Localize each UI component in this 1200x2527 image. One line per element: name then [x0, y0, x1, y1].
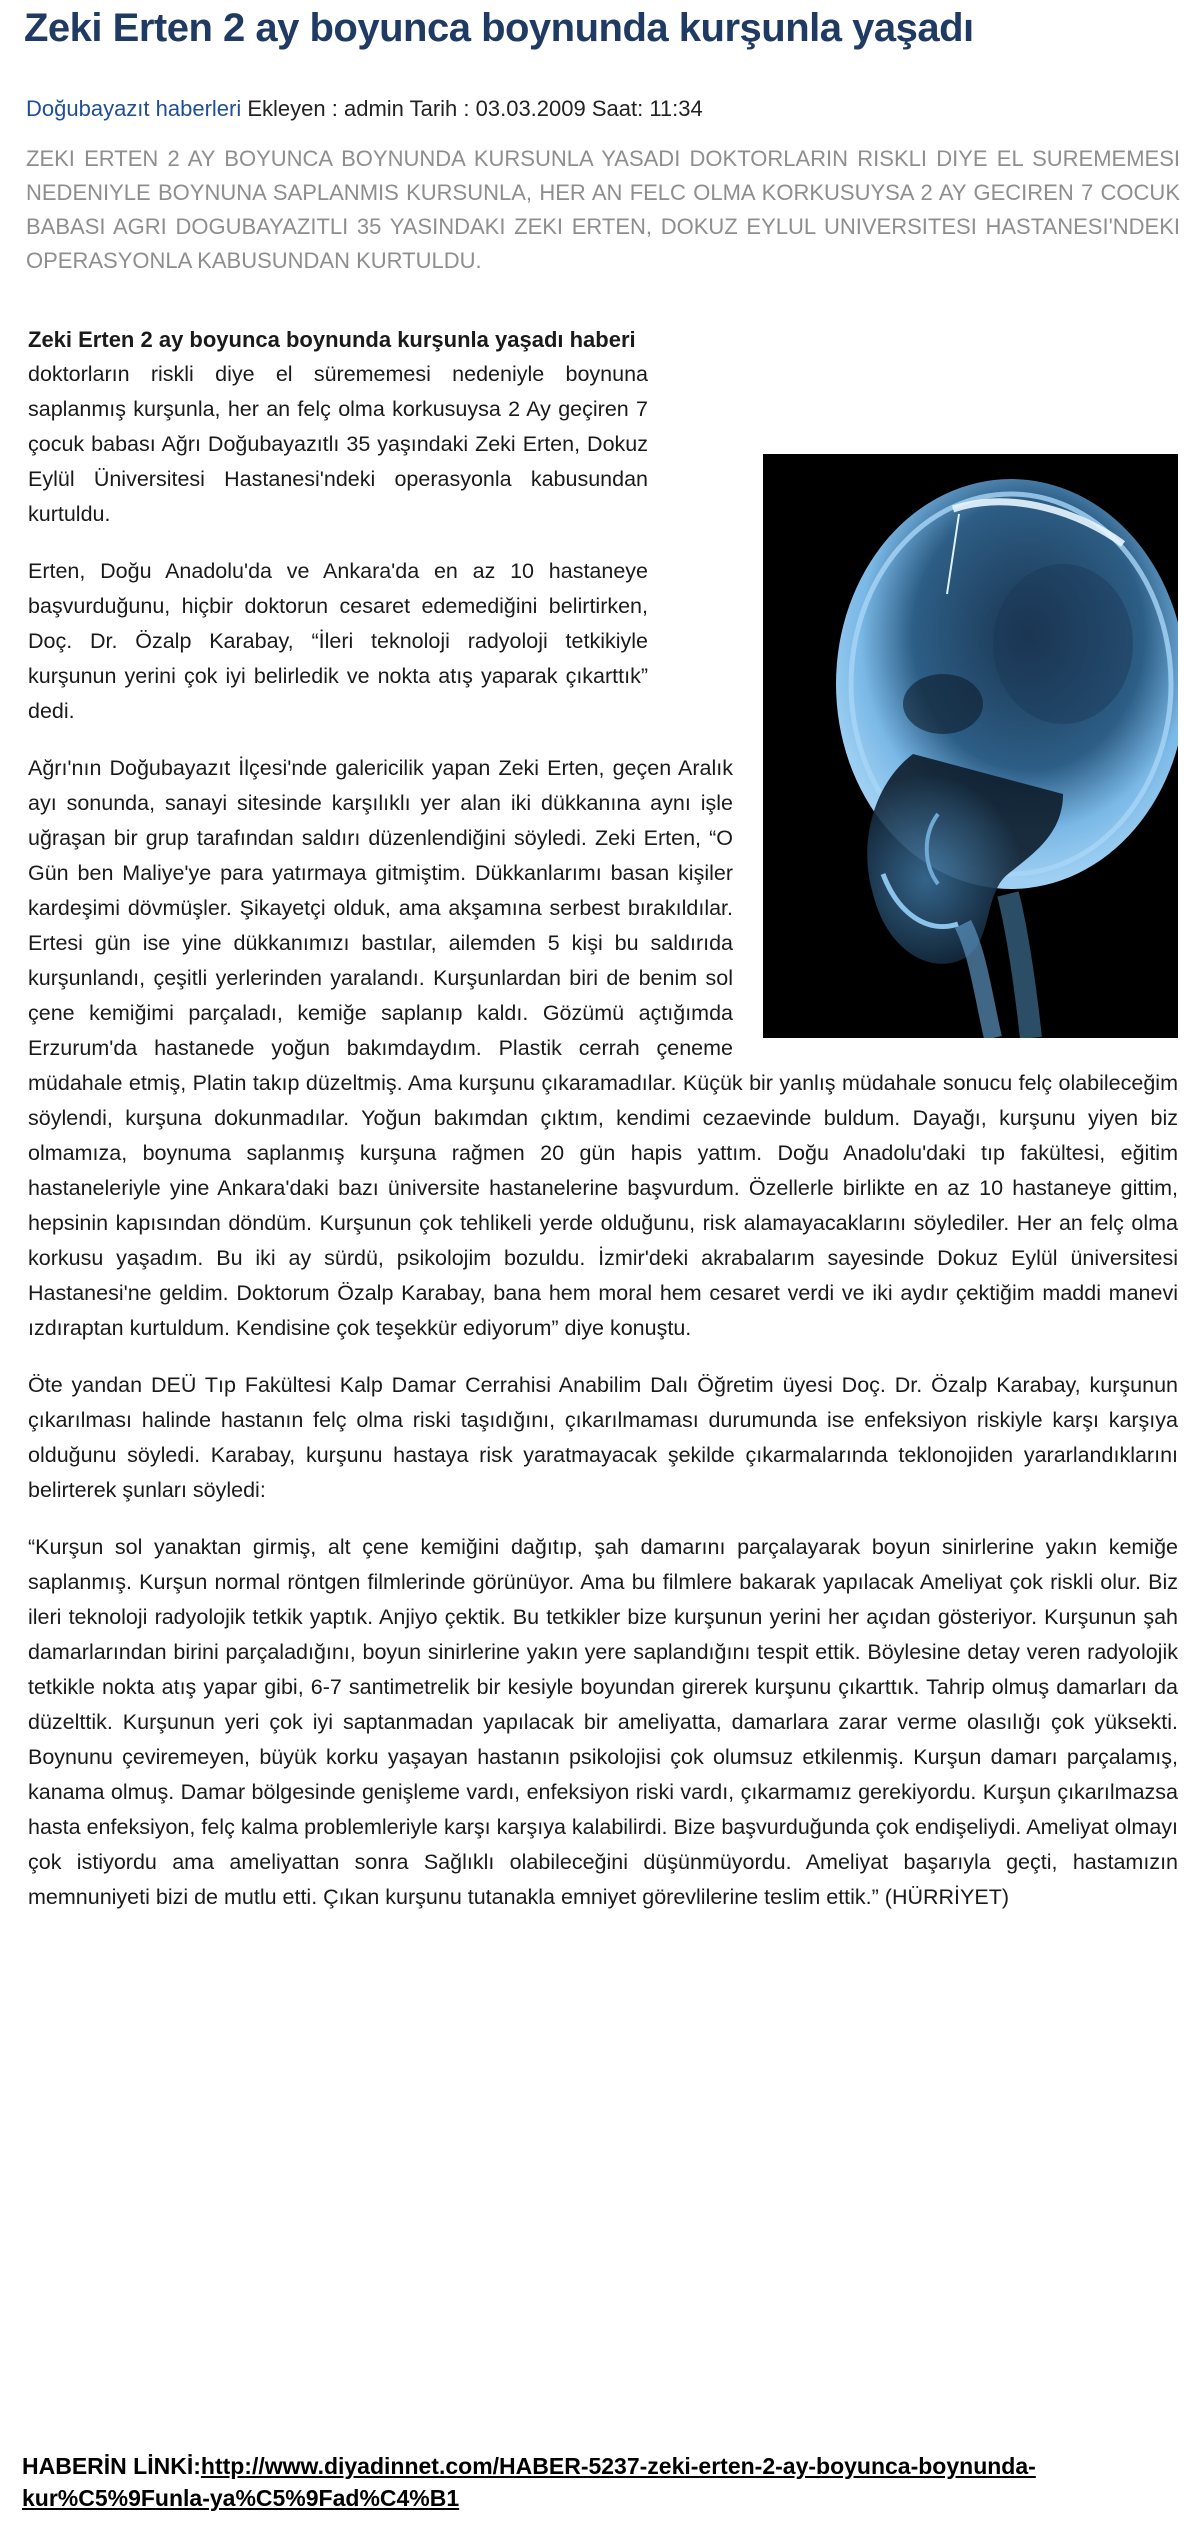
- paragraph-1: doktorların riskli diye el sürememesi nedeniyle boynuna saplanmış kurşunla, her an felç olma korkusuysa 2 Ay geçiren 7 çocuk babası Ağrı Doğubayazıtlı 35 yaşındaki Zeki Erten, Dokuz Eylül Üniversitesi Hastanesi'ndeki operasyonla kabusundan kurtuldu.: [28, 362, 648, 526]
- article-lead: ZEKI ERTEN 2 AY BOYUNCA BOYNUNDA KURSUNLA YASADI DOKTORLARIN RISKLI DIYE EL SUREMEMESI NEDENIYLE BOYNUNA SAPLANMIS KURSUNLA, HER AN FELC OLMA KORKUSUYSA 2 AY GECIREN 7 COCUK BABASI AGRI DOGUBAYAZITLI 35 YASINDAKI ZEKI ERTEN, DOKUZ EYLUL UNIVERSITESI HASTANESI'NDEKI OPERASYONLA KABUSUNDAN KURTULDU.: [26, 146, 1180, 273]
- article-meta: [26, 96, 703, 122]
- paragraph-5: “Kurşun sol yanaktan girmiş, alt çene kemiğini dağıtıp, şah damarını parçalayarak boyun sinirlerine yakın kemiğe saplanmış. Kurşun normal röntgen filmlerinde görünüyor. Ama bu filmlere bakarak yapılacak Ameliyat çok riskli olur. Biz ileri teknoloji radyolojik tetkik yaptık. Anjiyo çektik. Bu tetkikler bize kurşunun yerini her açıdan gösteriyor. Kurşunun şah damarlarından birini parçaladığını, boyun sinirlerine yakın yere saplandığını tespit ettik. Böylesine detay veren radyolojik tetkikle nokta atış yapar gibi, 6-7 santimetrelik bir kesiyle boyundan girerek kurşunu çıkarttık. Tahrip olmuş damarları da düzelttik. Kurşunun yeri çok iyi saptanmadan yapılacak bir ameliyatta, damarlara zarar verme olasılığı çok yüksekti. Boynunu çeviremeyen, büyük korku yaşayan hastanın psikolojisi çok olumsuz etkilenmiş. Kurşun damarı parçalamış, kanama olmuş. Damar bölgesinde genişleme vardı, enfeksiyon riski vardı, çıkarmamız gerekiyordu. Kurşun çıkarılmazsa hasta enfeksiyon, felç kalma problemleriyle karşı karşıya kalabilirdi. Bize başvurduğunda çok endişeliydi. Ameliyat olmayı çok istiyordu ama ameliyattan sonra Sağlıklı olabileceğini düşünmüyordu. Ameliyat başarıyla geçti, hastamızın memnuniyeti bizi de mutlu etti. Çıkan kurşunu tutanakla emniyet görevlilerine teslim ettik.” (HÜRRİYET): [28, 1535, 1178, 1909]
- paragraph-intro: [28, 322, 648, 532]
- sub-headline: Zeki Erten 2 ay boyunca boynunda kurşunla yaşadı haberi: [28, 327, 636, 352]
- xray-image: [763, 454, 1178, 1038]
- paragraph-4: Öte yandan DEÜ Tıp Fakültesi Kalp Damar Cerrahisi Anabilim Dalı Öğretim üyesi Doç. Dr. Özalp Karabay, kurşunun çıkarılması halinde hastanın felç olma riski taşıdığını, çıkarılmaması durumunda ise enfeksiyon riskiyle karşı karşıya olduğunu söyledi. Karabay, kurşunu hastaya risk yaratmayacak şekilde çıkarmalarında teklonojiden yararlandıklarını belirterek şunları söyledi:: [28, 1373, 1178, 1502]
- xray-skull-graphic: [763, 454, 1178, 1038]
- source-link[interactable]: http://www.diyadinnet.com/HABER-5237-zeki-erten-2-ay-boyunca-boynunda-kur%C5%9Funla-ya%C5%9Fad%C4%B1: [22, 2453, 1036, 2511]
- source-link-row: [22, 2450, 1192, 2514]
- article-title: Zeki Erten 2 ay boyunca boynunda kurşunla yaşadı: [24, 6, 974, 50]
- meta-info: Ekleyen : admin Tarih : 03.03.2009 Saat: 11:34: [241, 96, 703, 121]
- source-link-label: HABERİN LİNKİ:: [22, 2453, 201, 2479]
- paragraph-3: Ağrı'nın Doğubayazıt İlçesi'nde galericilik yapan Zeki Erten, geçen Aralık ayı sonunda, sanayi sitesinde karşılıklı yer alan iki dükkanına aynı işle uğraşan bir grup tarafından saldırı düzenlendiğini söyledi. Zeki Erten, “O Gün ben Maliye'ye para yatırmaya gitmiştim. Dükkanlarımı basan kişiler kardeşimi dövmüşler. Şikayetçi olduk, ama akşamına serbest bırakıldılar. Ertesi gün ise yine dükkanımızı bastılar, ailemden 5 kişi bu saldırıda kurşunlandı, çeşitli yerlerinden yaralandı. Kurşunlardan biri de benim sol çene kemiğimi parçaladı, kemiğe saplanıp kaldı. Gözümü açtığımda Erzurum'da hastanede yoğun bakımdaydım. Plastik cerrah çeneme müdahale etmiş, Platin takıp düzeltmiş. Ama kurşunu çıkaramadılar. Küçük bir yanlış müdahale sonucu felç olabileceğim söylendi, kurşuna dokunmadılar. Yoğun bakımdan çıktım, kendimi cezaevinde buldum. Dayağı, kurşunu yiyen biz olmamıza, boynuma saplanmış kurşuna rağmen 20 gün hapis yattım. Doğu Anadolu'daki tıp fakültesi, eğitim hastaneleriyle yine Ankara'daki bazı üniversite hastanelerine başvurdum. Özellerle birlikte en az 10 hastaneye gittim, hepsinin kapısından döndüm. Kurşunun çok tehlikeli yerde olduğunu, risk alamayacaklarını söylediler. Her an felç olma korkusu yaşadım. Bu iki ay sürdü, psikolojim bozuldu. İzmir'deki akrabalarım sayesinde Dokuz Eylül üniversitesi Hastanesi'ne geldim. Doktorum Özalp Karabay, bana hem moral hem cesaret verdi ve iki aydır çektiğim maddi manevi ızdıraptan kurtuldum. Kendisine çok teşekkür ediyorum” diye konuştu.: [28, 756, 1178, 1340]
- article-body: [28, 322, 1178, 1937]
- paragraph-2: Erten, Doğu Anadolu'da ve Ankara'da en az 10 hastaneye başvurduğunu, hiçbir doktorun cesaret edemediğini belirtirken, Doç. Dr. Özalp Karabay, “İleri teknoloji radyoloji tetkikiyle kurşunun yerini çok iyi belirledik ve nokta atış yaparak çıkarttık” dedi.: [28, 559, 648, 723]
- category-link[interactable]: Doğubayazıt haberleri: [26, 96, 242, 121]
